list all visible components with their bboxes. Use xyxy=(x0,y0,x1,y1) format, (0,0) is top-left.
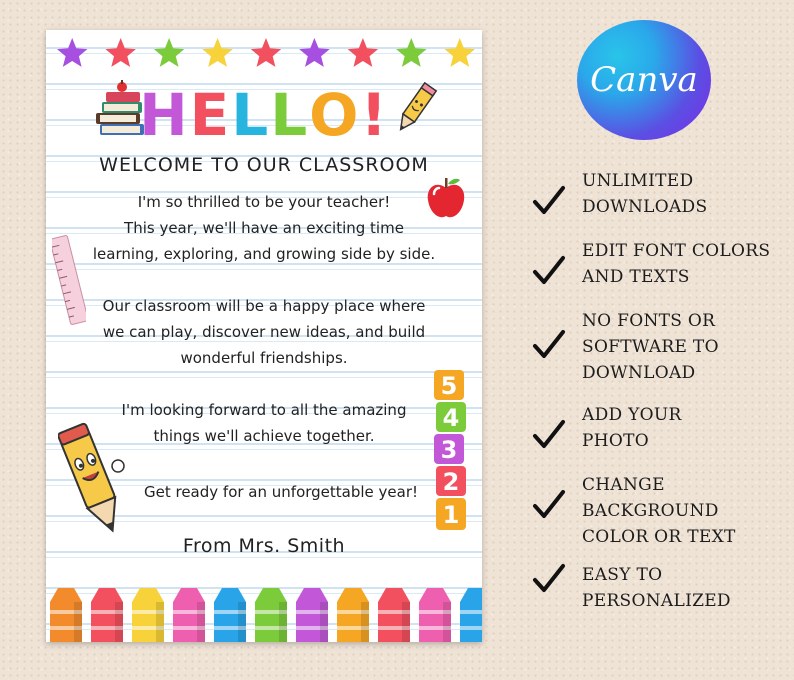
crayon-icon xyxy=(91,588,123,642)
hello-letter: L xyxy=(270,81,310,149)
hello-letter: ! xyxy=(360,81,389,149)
letter-line: things we'll achieve together. xyxy=(153,427,375,445)
checkmark-icon xyxy=(532,562,566,596)
letter-paragraph xyxy=(76,293,452,371)
letter-line: Get ready for an unforgettable year! xyxy=(143,483,419,501)
number-block-label: 5 xyxy=(440,372,458,400)
feature-label xyxy=(582,472,788,550)
crayon-icon xyxy=(214,588,246,642)
hello-letter: E xyxy=(189,81,232,149)
feature-line: BACKGROUND xyxy=(582,501,719,521)
crayon-border xyxy=(46,580,482,642)
letter-line: I'm looking forward to all the amazing xyxy=(121,401,407,419)
star-icon xyxy=(396,38,427,67)
feature-line: DOWNLOADS xyxy=(582,197,708,217)
feature-line: PHOTO xyxy=(582,431,649,451)
feature-line: SOFTWARE TO xyxy=(582,337,719,357)
star-icon xyxy=(299,38,330,67)
letter-line: we can play, discover new ideas, and build xyxy=(102,323,426,341)
crayon-icon xyxy=(296,588,328,642)
feature-line: NO FONTS OR xyxy=(582,311,716,331)
crayon-icon xyxy=(337,588,369,642)
star-icon xyxy=(445,38,475,67)
number-block-label: 2 xyxy=(442,468,460,496)
hello-letter: O xyxy=(309,81,361,149)
crayon-icon xyxy=(419,588,451,642)
letter-line: wonderful friendships. xyxy=(180,349,348,367)
feature-label xyxy=(582,308,788,386)
feature-line: AND TEXTS xyxy=(582,267,690,287)
crayon-icon xyxy=(50,588,82,642)
checkmark-icon xyxy=(532,254,566,288)
star-icon xyxy=(348,38,378,67)
number-block-label: 3 xyxy=(440,436,458,464)
feature-line: ADD YOUR xyxy=(582,405,682,425)
star-icon xyxy=(202,38,233,67)
pencil-icon xyxy=(392,82,438,136)
welcome-heading: WELCOME TO OUR CLASSROOM xyxy=(99,154,429,176)
checkmark-icon xyxy=(532,418,566,452)
feature-line: EDIT FONT COLORS xyxy=(582,241,771,261)
classroom-letter xyxy=(46,30,482,642)
feature-line: COLOR OR TEXT xyxy=(582,527,736,547)
letter-paragraph xyxy=(76,397,452,449)
letter-line: Our classroom will be a happy place where xyxy=(102,297,426,315)
feature-label xyxy=(582,238,788,290)
hello-letter: H xyxy=(139,81,190,149)
crayon-icon xyxy=(378,588,410,642)
letter-line: I'm so thrilled to be your teacher! xyxy=(137,193,391,211)
feature-label xyxy=(582,168,788,220)
letter-line: This year, we'll have an exciting time xyxy=(124,219,404,237)
hello-letter: L xyxy=(231,81,271,149)
number-block-label: 4 xyxy=(442,404,460,432)
crayon-icon xyxy=(173,588,205,642)
feature-line: PERSONALIZED xyxy=(582,591,731,611)
star-border xyxy=(46,36,482,72)
canva-logo: Canva xyxy=(577,20,711,140)
signoff: From Mrs. Smith xyxy=(182,535,346,557)
feature-label xyxy=(582,402,788,454)
star-icon xyxy=(154,38,184,67)
star-icon xyxy=(105,38,135,67)
feature-line: DOWNLOAD xyxy=(582,363,696,383)
feature-line: UNLIMITED xyxy=(582,171,694,191)
letter-paragraph xyxy=(76,189,452,267)
crayon-icon xyxy=(255,588,287,642)
checkmark-icon xyxy=(532,488,566,522)
crayon-icon xyxy=(132,588,164,642)
number-block-label: 1 xyxy=(442,501,460,529)
star-icon xyxy=(57,38,87,67)
checkmark-icon xyxy=(532,184,566,218)
star-icon xyxy=(251,38,281,67)
checkmark-icon xyxy=(532,328,566,362)
feature-label xyxy=(582,562,788,614)
number-blocks xyxy=(430,368,470,534)
feature-line: CHANGE xyxy=(582,475,665,495)
letter-line: learning, exploring, and growing side by side. xyxy=(92,245,436,263)
feature-line: EASY TO xyxy=(582,565,663,585)
crayon-icon xyxy=(460,588,482,642)
letter-paragraph xyxy=(116,479,446,505)
